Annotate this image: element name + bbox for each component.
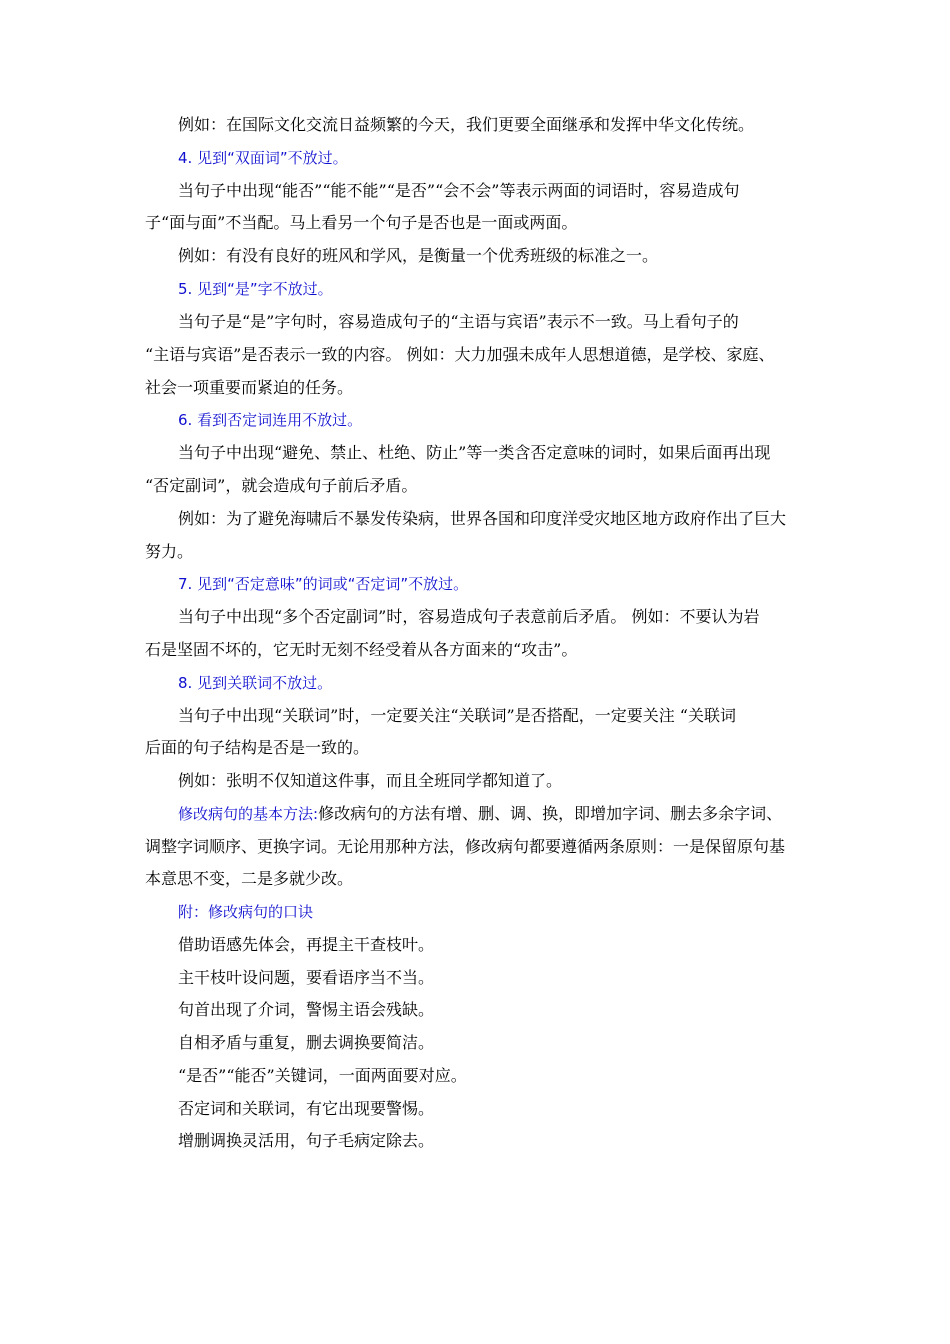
section-heading: 8. 见到关联词不放过。 <box>178 674 333 692</box>
rhyme-line: 自相矛盾与重复，删去调换要简洁。 <box>178 1033 435 1052</box>
text-line: 子“面与面”不当配。马上看另一个句子是否也是一面或两面。 <box>145 213 578 232</box>
method-line <box>178 803 782 825</box>
text-line: 当句子中出现“能否”“能不能”“是否”“会不会”等表示两面的词语时，容易造成句 <box>178 181 740 200</box>
text-line: 本意思不变，二是多就少改。 <box>145 869 354 888</box>
section-heading: 6. 看到否定词连用不放过。 <box>178 411 363 429</box>
text-line: 例如：张明不仅知道这件事，而且全班同学都知道了。 <box>178 771 563 790</box>
text-line: 例如：为了避免海啸后不暴发传染病，世界各国和印度洋受灾地区地方政府作出了巨大 <box>178 509 787 528</box>
rhyme-line: 主干枝叶设问题，要看语序当不当。 <box>178 968 435 987</box>
text-line: 当句子是“是”字句时，容易造成句子的“主语与宾语”表示不一致。马上看句子的 <box>178 312 739 331</box>
text-line: 例如：有没有良好的班风和学风，是衡量一个优秀班级的标准之一。 <box>178 246 659 265</box>
text-line: 当句子中出现“避免、禁止、杜绝、防止”等一类含否定意味的词时，如果后面再出现 <box>178 443 771 462</box>
rhyme-line: 句首出现了介词，警惕主语会残缺。 <box>178 1000 435 1019</box>
text-line: 当句子中出现“关联词”时，一定要关注“关联词”是否搭配，一定要关注 “关联词 <box>178 706 736 725</box>
text-line: 例如：在国际文化交流日益频繁的今天，我们更要全面继承和发挥中华文化传统。 <box>178 115 755 134</box>
section-heading: 4. 见到“双面词”不放过。 <box>178 149 348 167</box>
method-text: 修改病句的方法有增、删、调、换，即增加字词、删去多余字词、 <box>318 804 783 823</box>
method-label: 修改病句的基本方法: <box>178 805 319 823</box>
text-line: 社会一项重要而紧迫的任务。 <box>145 378 354 397</box>
text-line: 调整字词顺序、更换字词。无论用那种方法，修改病句都要遵循两条原则：一是保留原句基 <box>145 837 786 856</box>
section-heading: 5. 见到“是”字不放过。 <box>178 280 333 298</box>
rhyme-line: 增删调换灵活用，句子毛病定除去。 <box>178 1131 435 1150</box>
rhyme-line: 否定词和关联词，有它出现要警惕。 <box>178 1099 435 1118</box>
section-heading: 7. 见到“否定意味”的词或“否定词”不放过。 <box>178 575 469 593</box>
text-line: “否定副词”，就会造成句子前后矛盾。 <box>145 476 418 495</box>
rhyme-line: “是否”“能否”关键词，一面两面要对应。 <box>178 1066 467 1085</box>
text-line: 当句子中出现“多个否定副词”时，容易造成句子表意前后矛盾。 例如：不要认为岩 <box>178 607 760 626</box>
text-line: 石是坚固不坏的，它无时无刻不经受着从各方面来的“攻击”。 <box>145 640 578 659</box>
text-line: 努力。 <box>145 542 194 561</box>
section-heading: 附：修改病句的口诀 <box>178 903 314 921</box>
text-line: “主语与宾语”是否表示一致的内容。 例如：大力加强未成年人思想道德，是学校、家庭、 <box>145 345 775 364</box>
text-line: 后面的句子结构是否是一致的。 <box>145 738 370 757</box>
rhyme-line: 借助语感先体会，再提主干查枝叶。 <box>178 935 435 954</box>
